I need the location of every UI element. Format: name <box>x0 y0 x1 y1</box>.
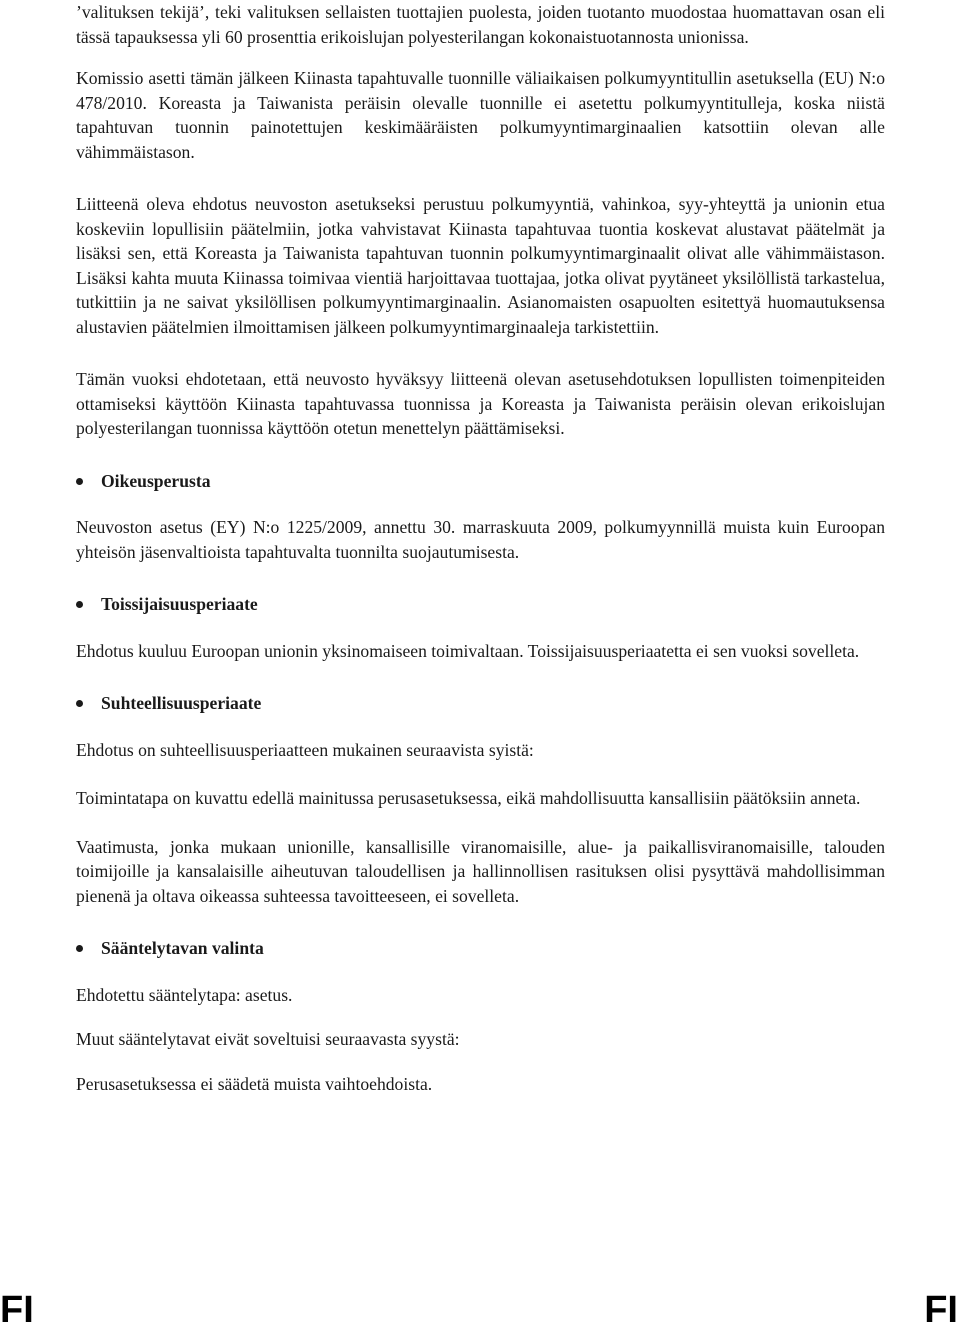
bullet-icon <box>76 945 83 952</box>
paragraph-proposal-basis: Liitteenä oleva ehdotus neuvoston asetukseksi perustuu polkumyyntiä, vahinkoa, syy-yhteyttä ja unionin etua koskeviin lopullisiin päätelmiin, jotka vahvistavat Kiinasta tapahtuvaa tuontia koskevat alustavat päätelmät ja lisäksi sen, että Koreasta ja Taiwanista tapahtuvan tuonnin polkumyyntimarginaalit olivat alle vähimmäistason. Lisäksi kahta muuta Kiinassa toimivaa vientiä harjoittavaa tuottajaa, jotka olivat pyytäneet yksilöllistä tarkastelua, tutkittiin ja ne saivat yksilöllisen polkumyyntimarginaalin. Asianomaisten osapuolten esitettyä huomautuksensa alustavien päätelmien ilmoittamisen jälkeen polkumyyntimarginaaleja tarkistettiin. <box>76 194 885 337</box>
bullet-icon <box>76 478 83 485</box>
paragraph-provisional-duty: Komissio asetti tämän jälkeen Kiinasta tapahtuvalle tuonnille väliaikaisen polkumyyntitullin asetuksella (EU) N:o 478/2010. Koreasta ja Taiwanista peräisin olevalle tuonnille ei asetettu polkumyyntitulleja, koska niistä tapahtuvan tuonnin painotettujen keskimääräisten polkumyyntimarginaalien katsottiin olevan alle vähimmäistason. <box>76 68 885 162</box>
footer-language-code-left: FI <box>0 1289 34 1331</box>
paragraph-instrument-other: Muut sääntelytavat eivät soveltuisi seuraavasta syystä: <box>76 1029 460 1049</box>
paragraph-proposal-adoption: Tämän vuoksi ehdotetaan, että neuvosto hyväksyy liitteenä olevan asetusehdotuksen lopullisten toimenpiteiden ottamiseksi käyttöön Kiinasta tapahtuvassa tuonnissa ja Koreasta ja Taiwanista peräisin olevan erikoislujan polyesterilangan tuonnissa käyttöön otetun menettelyn päättämiseksi. <box>76 369 885 438</box>
paragraph-legal-basis: Neuvoston asetus (EY) N:o 1225/2009, annettu 30. marraskuuta 2009, polkumyynnillä muista kuin Euroopan yhteisön jäsenvaltioista tapahtuvalta tuonnilta suojautumisesta. <box>76 517 885 562</box>
section-heading-instrument <box>76 936 885 961</box>
paragraph-subsidiarity: Ehdotus kuuluu Euroopan unionin yksinomaiseen toimivaltaan. Toissijaisuusperiaatetta ei sen vuoksi sovelleta. <box>76 640 860 661</box>
paragraph-complainant: ’valituksen tekijä’, teki valituksen sellaisten tuottajien puolesta, joiden tuotanto muodostaa huomattavan osan eli tässä tapauksessa yli 60 prosenttia erikoislujan polyesterilangan kokonaistuotannosta unionissa. <box>76 2 885 47</box>
section-heading-text: Suhteellisuusperiaate <box>101 693 262 713</box>
section-heading-legal-basis <box>76 469 885 494</box>
paragraph-proportionality-method: Toimintatapa on kuvattu edellä mainitussa perusasetuksessa, eikä mahdollisuutta kansallisiin päätöksiin anneta. <box>76 788 861 808</box>
paragraph-instrument-reason: Perusasetuksessa ei säädetä muista vaihtoehdoista. <box>76 1073 433 1094</box>
footer-language-code-right: FI <box>924 1289 958 1331</box>
paragraph-proportionality-burden: Vaatimusta, jonka mukaan unionille, kansallisille viranomaisille, alue- ja paikallisviranomaisille, talouden toimijoille ja kansalaisille aiheutuvan taloudellisen ja hallinnollisen rasituksen olisi pysyttävä mahdollisimman pienenä ja oltava oikeassa suhteessa tavoitteeseen, ei sovelleta. <box>76 836 885 906</box>
section-heading-subsidiarity <box>76 592 885 617</box>
section-heading-text: Oikeusperusta <box>101 470 211 491</box>
bullet-icon <box>76 700 83 707</box>
paragraph-instrument-proposed: Ehdotettu sääntelytapa: asetus. <box>76 984 293 1005</box>
section-heading-text: Toissijaisuusperiaate <box>101 594 258 614</box>
document-body <box>76 0 885 1096</box>
section-heading-proportionality <box>76 691 885 716</box>
section-heading-text: Sääntelytavan valinta <box>101 938 264 958</box>
paragraph-proportionality-intro: Ehdotus on suhteellisuusperiaatteen mukainen seuraavista syistä: <box>76 739 534 760</box>
bullet-icon <box>76 601 83 608</box>
